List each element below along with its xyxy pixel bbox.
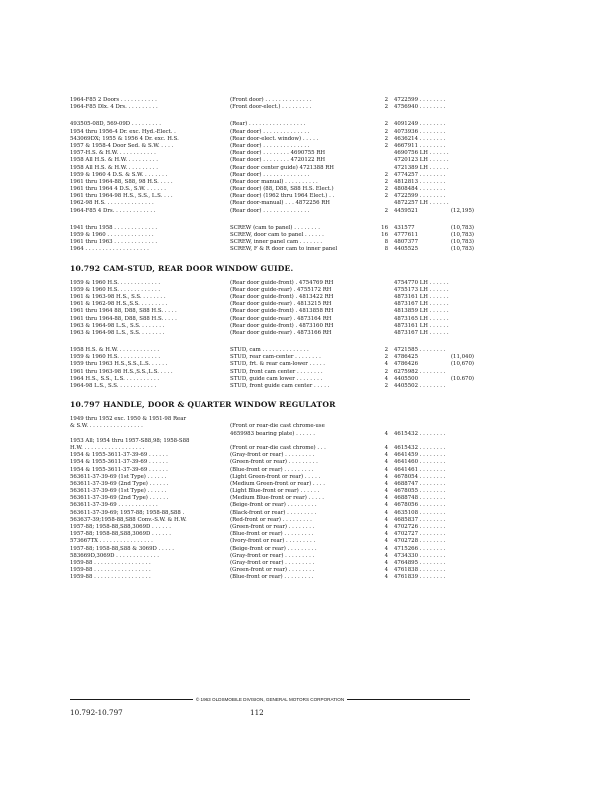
- application-cell: 563611-37-39-69 (2nd Type) . . . . . .: [70, 480, 169, 487]
- part-number-cell: 4688748 . . . . . . . .: [394, 495, 446, 502]
- reference-cell: (10.670): [450, 375, 474, 382]
- part-number-cell: 4641460 . . . . . . . .: [394, 459, 446, 466]
- quantity-cell: 4: [384, 538, 388, 545]
- group-rear-door: [70, 121, 550, 214]
- quantity-cell: 4: [384, 516, 388, 523]
- application-cell: 563637-39;1958-88,S88 Conv.-S.W. & H.W.: [70, 516, 187, 523]
- application-cell: 1961 thru 1963-98 H.S.,S.S.,L.S. . . . .: [70, 368, 173, 375]
- part-number-cell: 4615432 . . . . . . . .: [394, 444, 446, 451]
- parts-row: [70, 280, 550, 287]
- copyright-text: © 1963 OLDSMOBILE DIVISION, GENERAL MOTORS CORPORATION: [195, 696, 345, 702]
- application-cell: 1962-98 H.S. . . . . . . . . . . . . . .: [70, 200, 154, 207]
- reference-cell: (10,783): [450, 239, 474, 246]
- part-number-cell: 4720123 LH . . . . . .: [394, 157, 449, 164]
- parts-row: [70, 481, 550, 488]
- application-cell: 563611-37-39-69 (2nd Type) . . . . . .: [70, 495, 169, 502]
- application-cell: 493505-08D, 569-09D . . . . . . . . .: [70, 121, 161, 128]
- description-cell: (Green-front or rear) . . . . . . . .: [230, 524, 315, 530]
- description-cell: (Beige-front or rear) . . . . . . . . .: [230, 502, 317, 509]
- rule-right: [347, 699, 470, 700]
- part-number-cell: 4734330 . . . . . . . .: [394, 552, 446, 559]
- parts-row: [70, 553, 550, 560]
- reference-cell: (10,670): [450, 361, 474, 368]
- description-cell: (Light Green-front or rear) . . . . .: [230, 473, 321, 480]
- description-cell: (Rear door) . . . . . . . . 4720122 RH: [230, 157, 326, 164]
- parts-row: [70, 538, 550, 545]
- part-number-cell: 4812813 . . . . . . . .: [394, 178, 446, 185]
- part-number-cell: 431577: [394, 224, 415, 231]
- part-number-cell: 4091249 . . . . . . . .: [394, 121, 446, 128]
- quantity-cell: 2: [384, 383, 388, 389]
- part-number-cell: 4721389 LH . . . . . .: [394, 164, 449, 171]
- parts-row: [70, 308, 550, 315]
- application-cell: 1961 & 1963-98 H.S., S.S. . . . . . . .: [70, 293, 166, 300]
- part-number-cell: 4636214 . . . . . . . .: [394, 135, 446, 142]
- quantity-cell: 4: [384, 452, 388, 459]
- part-number-cell: 4774257 . . . . . . . .: [394, 171, 446, 178]
- application-cell: 1957-88; 1958-88,S88,3069D . . . . . .: [70, 531, 171, 538]
- parts-row: [70, 172, 550, 179]
- part-number-cell: 4615432 . . . . . . . .: [394, 430, 446, 437]
- parts-row: [70, 510, 550, 517]
- application-cell: 1964 . . . . . . . . . . . . . . . . . . .: [70, 246, 149, 253]
- parts-row: [70, 431, 550, 438]
- description-cell: (Rear door guide-front) . 4813422 RH: [230, 293, 334, 300]
- part-number-cell: 4678055 . . . . . . . .: [394, 488, 446, 495]
- quantity-cell: 4: [384, 531, 388, 538]
- description-cell: (Green-front or rear) . . . . . . . . .: [230, 459, 318, 466]
- quantity-cell: 2: [384, 207, 388, 214]
- quantity-cell: 4: [384, 444, 388, 451]
- section-reference: 10.792-10.797: [70, 708, 123, 717]
- part-number-cell: 4873167 LH . . . . . .: [394, 329, 449, 336]
- description-cell: (Front door) . . . . . . . . . . . . . .: [230, 97, 312, 103]
- description-cell: (Black-front or rear) . . . . . . . . .: [230, 509, 317, 516]
- part-number-cell: 4756940 . . . . . . . .: [394, 104, 446, 111]
- parts-row: [70, 502, 550, 509]
- group-cam-stud-guide: [70, 280, 550, 338]
- part-number-cell: 4872257 LH . . . . . .: [394, 200, 449, 207]
- quantity-cell: 2: [384, 186, 388, 193]
- application-cell: 1957 & 1958-4 Door Sed. & S.W. . . . .: [70, 142, 174, 149]
- quantity-cell: 4: [384, 509, 388, 516]
- application-cell: 1949 thru 1952 exc. 1950 & 1951-98 Rear: [70, 416, 187, 423]
- part-number-cell: 6275982 . . . . . . . .: [394, 368, 446, 375]
- description-cell: (Rear door) . . . . . . . . . . . . . .: [230, 142, 310, 149]
- quantity-cell: 16: [381, 232, 388, 238]
- quantity-cell: 4: [384, 361, 388, 368]
- parts-row: [70, 232, 550, 239]
- parts-row: [70, 423, 550, 430]
- description-cell: SCREW, F & R door cam to inner panel: [230, 246, 338, 253]
- application-cell: 563611-37-39-69 (1st Type) . . . . . .: [70, 473, 167, 480]
- part-number-cell: 4722599 . . . . . . . .: [394, 97, 446, 103]
- quantity-cell: 2: [384, 121, 388, 128]
- parts-row: [70, 225, 550, 232]
- reference-cell: (12,195): [450, 207, 474, 214]
- parts-row: [70, 347, 550, 354]
- application-cell: 563611-37-39-69; 1957-88; 1958-88,S88 .: [70, 509, 185, 516]
- application-cell: 1961 thru 1963 . . . . . . . . . . . . .: [70, 239, 158, 246]
- quantity-cell: 4: [384, 567, 388, 574]
- quantity-cell: 4: [384, 430, 388, 437]
- description-cell: (Red-front or rear) . . . . . . . . .: [230, 516, 312, 523]
- application-cell: 1959 & 1960 H.S. . . . . . . . . . . . .: [70, 286, 161, 293]
- application-cell: 1959 & 1960 . . . . . . . . . . . . . .: [70, 232, 154, 238]
- parts-row: [70, 104, 550, 111]
- application-cell: 1961 & 1962-98 H.S.,S.S. . . . . . . . .: [70, 301, 168, 308]
- parts-row: [70, 438, 550, 445]
- part-number-cell: 4722599 . . . . . . . .: [394, 193, 446, 200]
- description-cell: (Gray-front or rear) . . . . . . . . .: [230, 452, 315, 459]
- reference-cell: (10,783): [450, 246, 474, 253]
- part-number-cell: 4813859 LH . . . . . .: [394, 308, 449, 315]
- quantity-cell: 16: [381, 224, 388, 231]
- part-number-cell: 4690756 LH . . . . . .: [394, 150, 449, 157]
- parts-row: [70, 546, 550, 553]
- description-cell: (Front or rear-die cast chrome) . . .: [230, 444, 326, 451]
- part-number-cell: 4761838 . . . . . . . .: [394, 567, 446, 574]
- parts-row: [70, 157, 550, 164]
- application-cell: 1964-98 L.S., S.S. . . . . . . . . . . .: [70, 383, 157, 389]
- description-cell: (Blue-front or rear) . . . . . . . . .: [230, 531, 314, 538]
- part-number-cell: 4641459 . . . . . . . .: [394, 452, 446, 459]
- parts-row: [70, 459, 550, 466]
- part-number-cell: 4641461 . . . . . . . .: [394, 466, 446, 473]
- parts-row: [70, 179, 550, 186]
- parts-row: [70, 121, 550, 128]
- quantity-cell: 2: [384, 135, 388, 142]
- quantity-cell: 4: [384, 574, 388, 581]
- quantity-cell: 4: [384, 524, 388, 530]
- description-cell: (Beige-front or rear) . . . . . . . . .: [230, 545, 317, 552]
- quantity-cell: 2: [384, 97, 388, 103]
- description-cell: (Rear door guide-rear) . 4873166 RH: [230, 329, 332, 336]
- part-number-cell: 4405500: [394, 375, 419, 382]
- description-cell: (Rear door guide-front) . 4873160 RH: [230, 322, 334, 329]
- application-cell: 1957-88; 1958-88,S88,3069D . . . . . .: [70, 524, 171, 530]
- description-cell: STUD, rear cam-center . . . . . . . .: [230, 354, 321, 361]
- part-number-cell: 4073936 . . . . . . . .: [394, 128, 446, 135]
- part-number-cell: 4873161 LH . . . . . .: [394, 322, 449, 329]
- part-number-cell: 4786426: [394, 361, 419, 368]
- description-cell: (Light Blue-front or rear) . . . . . .: [230, 488, 320, 495]
- description-cell: (Rear) . . . . . . . . . . . . . . . . .: [230, 121, 306, 128]
- part-number-cell: 4459521: [394, 207, 419, 214]
- parts-row: [70, 200, 550, 207]
- description-cell: SCREW, inner panel cam . . . . . . .: [230, 239, 323, 246]
- description-cell: 4659983 bearing plate) . . . . . .: [230, 430, 315, 437]
- parts-listing: [70, 97, 550, 592]
- part-number-cell: 4702727 . . . . . . . .: [394, 531, 446, 538]
- description-cell: (Rear door) . . . . . . . . . . . . . .: [230, 207, 310, 214]
- description-cell: STUD, cam . . . . . . . . . . . . . .: [230, 347, 309, 354]
- quantity-cell: 2: [384, 178, 388, 185]
- description-cell: (Rear door manual) . . . . . . . . . .: [230, 178, 318, 185]
- description-cell: (Medium Blue-front or rear) . . . . .: [230, 495, 324, 502]
- parts-row: [70, 369, 550, 376]
- quantity-cell: 4: [384, 375, 388, 382]
- quantity-cell: 2: [384, 193, 388, 200]
- application-cell: 1964 H.S., S.S., L.S. . . . . . . . . . .: [70, 375, 160, 382]
- part-number-cell: 4715266 . . . . . . . .: [394, 545, 446, 552]
- parts-row: [70, 330, 550, 337]
- quantity-cell: 8: [384, 246, 388, 253]
- part-number-cell: 4688747 . . . . . . . .: [394, 480, 446, 487]
- page-number: 112: [250, 708, 264, 717]
- description-cell: (Blue-front or rear) . . . . . . . . .: [230, 574, 314, 581]
- quantity-cell: 4: [384, 473, 388, 480]
- application-cell: 1954 thru 1956-4 Dr. exc. Hyd.-Elect. .: [70, 128, 176, 135]
- quantity-cell: 4: [384, 545, 388, 552]
- description-cell: (Blue-front or rear) . . . . . . . . .: [230, 466, 314, 473]
- parts-row: [70, 361, 550, 368]
- application-cell: 1958 H.S. & H.W. . . . . . . . . . . . .: [70, 347, 160, 354]
- part-number-cell: 4721585 . . . . . . . .: [394, 347, 446, 354]
- part-number-cell: 4761839 . . . . . . . .: [394, 574, 446, 581]
- section-heading-10792: 10.792 CAM-STUD, REAR DOOR WINDOW GUIDE.: [70, 263, 294, 273]
- quantity-cell: 4: [384, 488, 388, 495]
- application-cell: H.W. . . . . . . . . . . . . . . . . . .: [70, 444, 145, 451]
- description-cell: (Rear door) . . . . . . . . . . . . . .: [230, 171, 310, 178]
- description-cell: (Front or rear-die cast chrome-use: [230, 423, 325, 430]
- description-cell: (Rear door) (1962 thru 1964 Elect.) . .: [230, 193, 335, 200]
- quantity-cell: 4: [384, 459, 388, 466]
- parts-row: [70, 165, 550, 172]
- application-cell: 573667TX . . . . . . . . . . . . . . . .: [70, 538, 153, 545]
- description-cell: (Ivory-front or rear) . . . . . . . . .: [230, 538, 316, 545]
- application-cell: 1954 & 1955-3611-37-39-69 . . . . . .: [70, 466, 168, 473]
- copyright-rule: [70, 694, 470, 704]
- group-regulator-handles: [70, 416, 550, 581]
- parts-row: [70, 574, 550, 581]
- application-cell: 1954 & 1955-3611-37-39-69 . . . . . .: [70, 459, 168, 466]
- part-number-cell: 4678056 . . . . . . . .: [394, 502, 446, 509]
- parts-row: [70, 136, 550, 143]
- quantity-cell: 2: [384, 104, 388, 111]
- parts-row: [70, 208, 550, 215]
- group-cam-screws: [70, 225, 550, 254]
- part-number-cell: 4635108 . . . . . . . .: [394, 509, 446, 516]
- quantity-cell: 2: [384, 368, 388, 375]
- quantity-cell: 2: [384, 347, 388, 354]
- application-cell: 1959-88 . . . . . . . . . . . . . . . . .: [70, 559, 151, 566]
- application-cell: 1959 & 1960 H.S. . . . . . . . . . . . .: [70, 279, 161, 286]
- application-cell: & S.W. . . . . . . . . . . . . . . . .: [70, 423, 143, 430]
- part-number-cell: 4807377: [394, 239, 419, 246]
- application-cell: 1961 thru 1964 4 D.S., S.W. . . . . . .: [70, 186, 166, 193]
- reference-cell: (10,783): [450, 232, 474, 238]
- part-number-cell: 4873161 LH . . . . . .: [394, 293, 449, 300]
- application-cell: 1958 All H.S. & H.W. . . . . . . . . .: [70, 164, 158, 171]
- description-cell: (Gray-front or rear) . . . . . . . . .: [230, 552, 315, 559]
- application-cell: 1961 thru 1964-88, D88, S88 H.S. . . . .: [70, 315, 177, 322]
- description-cell: (Rear door guide-front) . 4813858 RH: [230, 308, 334, 315]
- parts-row: [70, 474, 550, 481]
- part-number-cell: 4702726 . . . . . . . .: [394, 524, 446, 530]
- application-cell: 1964-F85 Dlx. 4 Drs. . . . . . . . . .: [70, 104, 158, 111]
- description-cell: SCREW (cam to panel) . . . . . . . .: [230, 224, 320, 231]
- part-number-cell: 4873167 LH . . . . . .: [394, 301, 449, 308]
- description-cell: (Rear door-elect. window) . . . . .: [230, 135, 319, 142]
- group-studs: [70, 347, 550, 390]
- quantity-cell: 2: [384, 128, 388, 135]
- reference-cell: (10,783): [450, 224, 474, 231]
- description-cell: STUD, frt. & rear cam-lower . . . . .: [230, 361, 325, 368]
- parts-row: [70, 323, 550, 330]
- part-number-cell: 4685837 . . . . . . . .: [394, 516, 446, 523]
- description-cell: (Rear door guide-rear) . 4813215 RH: [230, 301, 332, 308]
- parts-row: [70, 467, 550, 474]
- description-cell: (Rear door guide-front) . 4754769 RH: [230, 279, 334, 286]
- description-cell: (Rear door guide-rear) . 4755172 RH: [230, 286, 332, 293]
- application-cell: 1959-88 . . . . . . . . . . . . . . . . .: [70, 574, 151, 581]
- group-front-door: [70, 97, 550, 111]
- parts-row: [70, 287, 550, 294]
- description-cell: (Rear door center guide) 4721388 RH: [230, 164, 335, 171]
- application-cell: 583669D,3069D . . . . . . . . . . . . .: [70, 552, 160, 559]
- description-cell: STUD, front cam center . . . . . . . .: [230, 368, 323, 375]
- quantity-cell: 4: [384, 466, 388, 473]
- description-cell: SCREW, door cam to panel . . . . . .: [230, 232, 324, 238]
- quantity-cell: 4: [384, 559, 388, 566]
- parts-row: [70, 517, 550, 524]
- application-cell: 563611-37-39-69 (1st Type) . . . . . .: [70, 488, 167, 495]
- quantity-cell: 4: [384, 480, 388, 487]
- parts-row: [70, 129, 550, 136]
- application-cell: 1957-H.S. & H.W. . . . . . . . . . . .: [70, 150, 156, 157]
- description-cell: (Rear door) . . . . . . . . 4690755 RH: [230, 150, 326, 157]
- part-number-cell: 4786425: [394, 354, 419, 361]
- part-number-cell: 4808484 . . . . . . . .: [394, 186, 446, 193]
- application-cell: 1963 & 1964-98 L.S., S.S. . . . . . . .: [70, 329, 165, 336]
- part-number-cell: 4764895 . . . . . . . .: [394, 559, 446, 566]
- application-cell: 563611-37-39-69 . . . . . . . . . . . .: [70, 502, 158, 509]
- application-cell: 1941 thru 1958 . . . . . . . . . . . . .: [70, 224, 158, 231]
- description-cell: STUD, front guide cam center . . . . .: [230, 383, 330, 389]
- quantity-cell: 2: [384, 142, 388, 149]
- quantity-cell: 4: [384, 552, 388, 559]
- application-cell: 1958 All H.S. & H.W. . . . . . . . . .: [70, 157, 158, 164]
- part-number-cell: 4405502 . . . . . . . .: [394, 383, 446, 389]
- part-number-cell: 4678054 . . . . . . . .: [394, 473, 446, 480]
- quantity-cell: 4: [384, 502, 388, 509]
- application-cell: 543069DX; 1955 & 1956 4 Dr. exc. H.S.: [70, 135, 179, 142]
- part-number-cell: 4755173 LH . . . . . .: [394, 286, 449, 293]
- application-cell: 1961 thru 1964 88, D88, S88 H.S. . . . .: [70, 308, 177, 315]
- parts-row: [70, 354, 550, 361]
- application-cell: 1959 & 1960 H.S. . . . . . . . . . . . .: [70, 354, 161, 361]
- application-cell: 1959 thru 1963 H.S.,S.S.,L.S. . . . . .: [70, 361, 168, 368]
- description-cell: (Front door-elect.) . . . . . . . . .: [230, 104, 312, 111]
- application-cell: 1957-88; 1958-88,S88 & 3069D . . . . .: [70, 545, 174, 552]
- part-number-cell: 4405525: [394, 246, 419, 253]
- application-cell: 1954 & 1955-3611-37-39-69 . . . . . .: [70, 452, 168, 459]
- description-cell: (Rear door guide-rear) . 4873164 RH: [230, 315, 332, 322]
- description-cell: (Rear door) (88, D88, S88 H.S. Elect.): [230, 186, 334, 193]
- application-cell: 1961 thru 1964-88, S88, 98 H.S. . . . .: [70, 178, 173, 185]
- parts-row: [70, 246, 550, 253]
- description-cell: (Rear door) . . . . . . . . . . . . . .: [230, 128, 310, 135]
- parts-row: [70, 383, 550, 390]
- description-cell: (Gray-front or rear) . . . . . . . . .: [230, 559, 315, 566]
- application-cell: 1964-F85 4 Drs. . . . . . . . . . . . .: [70, 207, 156, 214]
- part-number-cell: 4777611: [394, 232, 419, 238]
- part-number-cell: 4873165 LH . . . . . .: [394, 315, 449, 322]
- quantity-cell: 2: [384, 171, 388, 178]
- description-cell: (Green-front or rear) . . . . . . . .: [230, 567, 315, 574]
- part-number-cell: 4667911 . . . . . . . .: [394, 142, 446, 149]
- reference-cell: (11,040): [450, 354, 474, 361]
- application-cell: 1959 & 1960 4 D.S. & S.W. . . . . . . .: [70, 171, 168, 178]
- quantity-cell: 8: [384, 239, 388, 246]
- description-cell: STUD, guide cam lower . . . . . . . .: [230, 375, 323, 382]
- application-cell: 1961 thru 1964-98 H.S., S.S., L.S. . . .: [70, 193, 173, 200]
- parts-row: [70, 376, 550, 383]
- section-heading-10797: 10.797 HANDLE, DOOR & QUARTER WINDOW REGULATOR: [70, 400, 336, 410]
- part-number-cell: 4754770 LH . . . . . .: [394, 279, 449, 286]
- description-cell: (Rear door-manual) . . . 4872256 RH: [230, 200, 330, 207]
- application-cell: 1964-F85 2 Doors . . . . . . . . . . .: [70, 97, 157, 103]
- application-cell: 1963 & 1964-98 L.S., S.S. . . . . . . .: [70, 322, 165, 329]
- description-cell: (Medium Green-front or rear) . . . .: [230, 480, 325, 487]
- application-cell: 1953 All; 1954 thru 1957-S88,98; 1958-S88: [70, 437, 190, 444]
- parts-row: [70, 316, 550, 323]
- application-cell: 1959-88 . . . . . . . . . . . . . . . . .: [70, 567, 151, 574]
- quantity-cell: 2: [384, 354, 388, 361]
- quantity-cell: 4: [384, 495, 388, 502]
- part-number-cell: 4702728 . . . . . . . .: [394, 538, 446, 545]
- parts-row: [70, 239, 550, 246]
- rule-left: [70, 699, 193, 700]
